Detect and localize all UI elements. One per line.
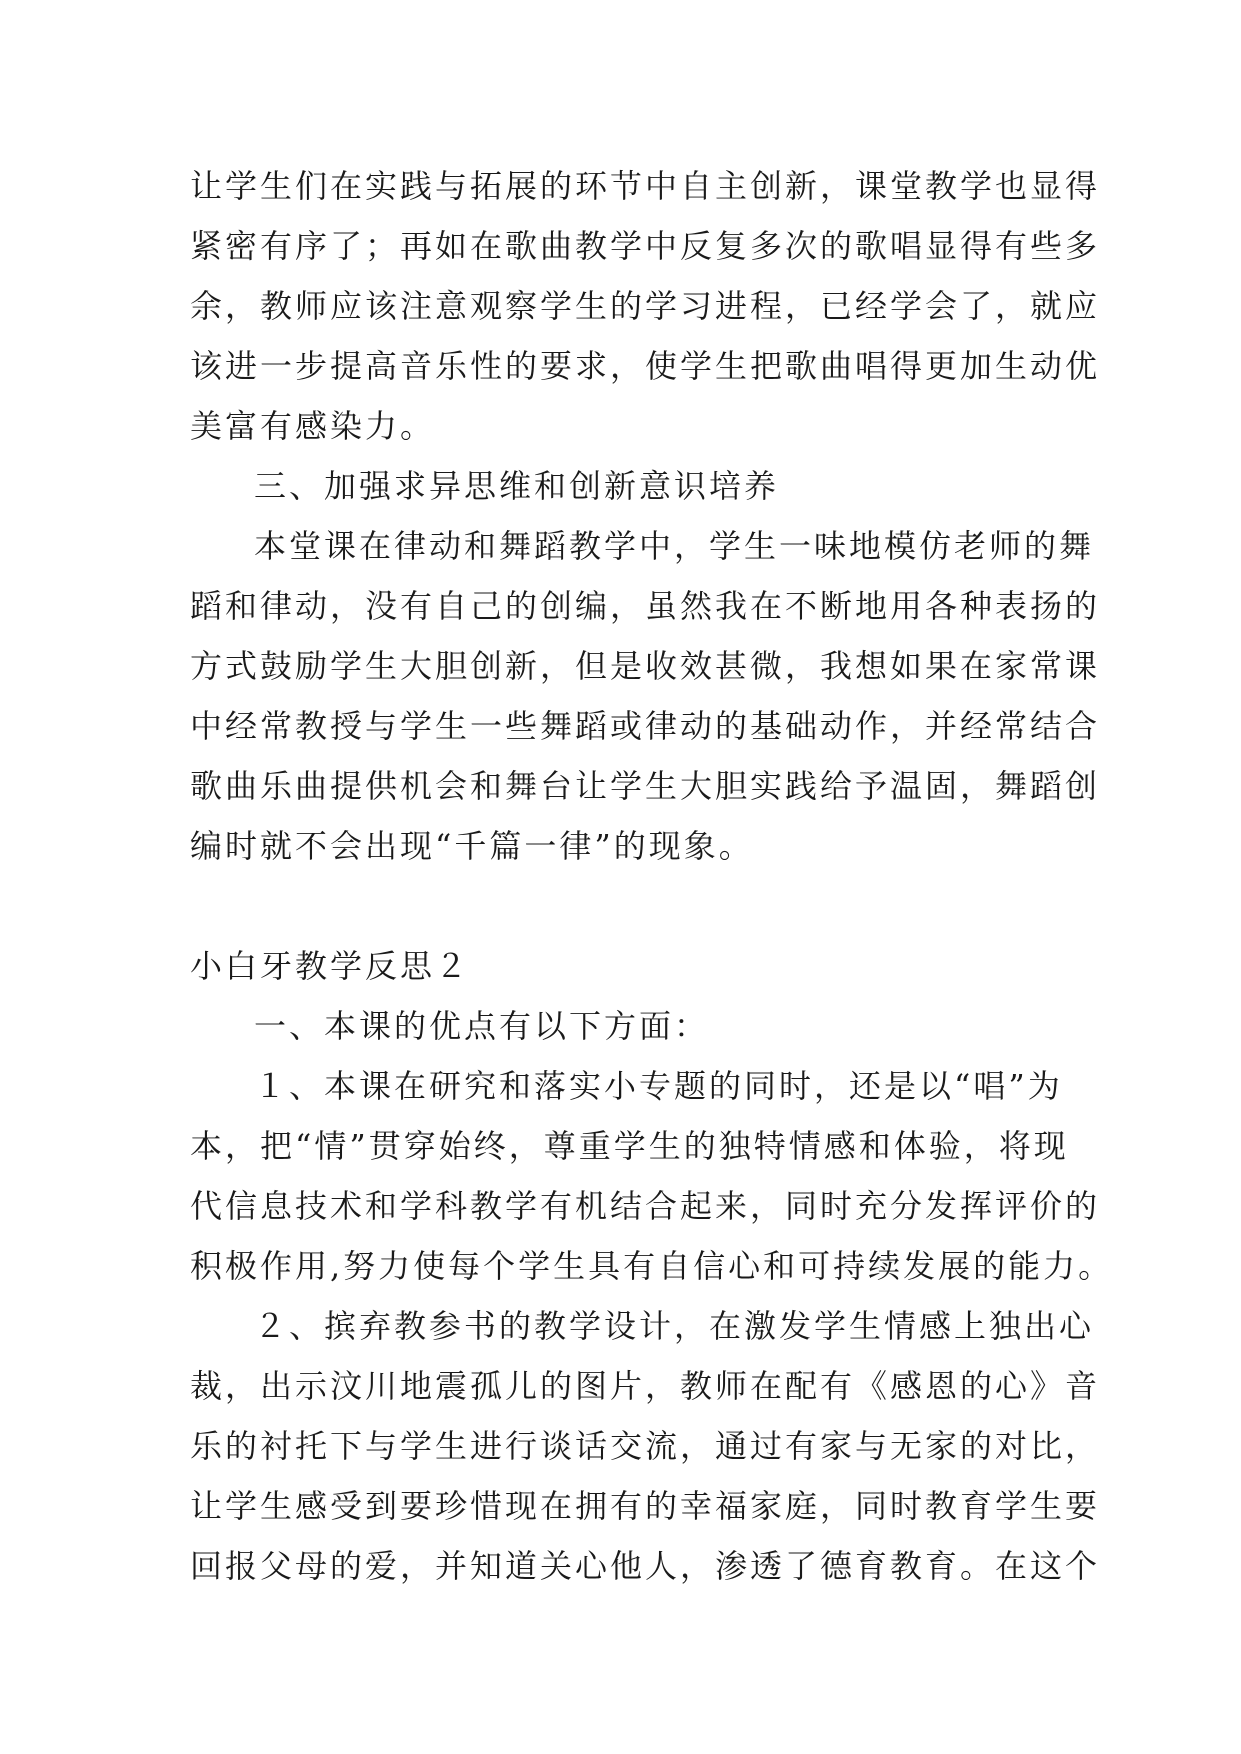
text-line: 歌曲乐曲提供机会和舞台让学生大胆实践给予温固，舞蹈创 <box>190 767 1101 805</box>
text-line: １、本课在研究和落实小专题的同时，还是以“唱”为 <box>254 1067 1063 1105</box>
text-line: 代信息技术和学科教学有机结合起来，同时充分发挥评价的 <box>190 1187 1101 1225</box>
section-heading: 三、加强求异思维和创新意识培养 <box>254 467 780 505</box>
text-line: 裁，出示汶川地震孤儿的图片，教师在配有《感恩的心》音 <box>190 1367 1101 1405</box>
text-line: 美富有感染力。 <box>190 407 436 445</box>
section-heading: 一、本课的优点有以下方面： <box>254 1007 710 1045</box>
text-line: 本，把“情”贯穿始终，尊重学生的独特情感和体验，将现 <box>190 1127 1069 1165</box>
text-line: 本堂课在律动和舞蹈教学中，学生一味地模仿老师的舞 <box>254 527 1095 565</box>
text-line: 编时就不会出现“千篇一律”的现象。 <box>190 827 754 865</box>
text-line: 乐的衬托下与学生进行谈话交流，通过有家与无家的对比， <box>190 1427 1101 1465</box>
text-line: 让学生们在实践与拓展的环节中自主创新，课堂教学也显得 <box>190 167 1101 205</box>
text-line: 该进一步提高音乐性的要求，使学生把歌曲唱得更加生动优 <box>190 347 1101 385</box>
document-title: 小白牙教学反思２ <box>190 947 471 985</box>
text-line: 回报父母的爱，并知道关心他人，渗透了德育教育。在这个 <box>190 1547 1101 1585</box>
text-line: ２、摈弃教参书的教学设计，在激发学生情感上独出心 <box>254 1307 1095 1345</box>
text-line: 紧密有序了；再如在歌曲教学中反复多次的歌唱显得有些多 <box>190 227 1101 265</box>
text-line: 方式鼓励学生大胆创新，但是收效甚微，我想如果在家常课 <box>190 647 1101 685</box>
text-line: 蹈和律动，没有自己的创编，虽然我在不断地用各种表扬的 <box>190 587 1101 625</box>
text-line: 让学生感受到要珍惜现在拥有的幸福家庭，同时教育学生要 <box>190 1487 1101 1525</box>
blank-gap <box>190 876 1054 936</box>
text-line: 积极作用,努力使每个学生具有自信心和可持续发展的能力。 <box>190 1247 1114 1285</box>
document-page <box>190 156 1114 1596</box>
text-line: 中经常教授与学生一些舞蹈或律动的基础动作，并经常结合 <box>190 707 1101 745</box>
text-line: 余，教师应该注意观察学生的学习进程，已经学会了，就应 <box>190 287 1101 325</box>
